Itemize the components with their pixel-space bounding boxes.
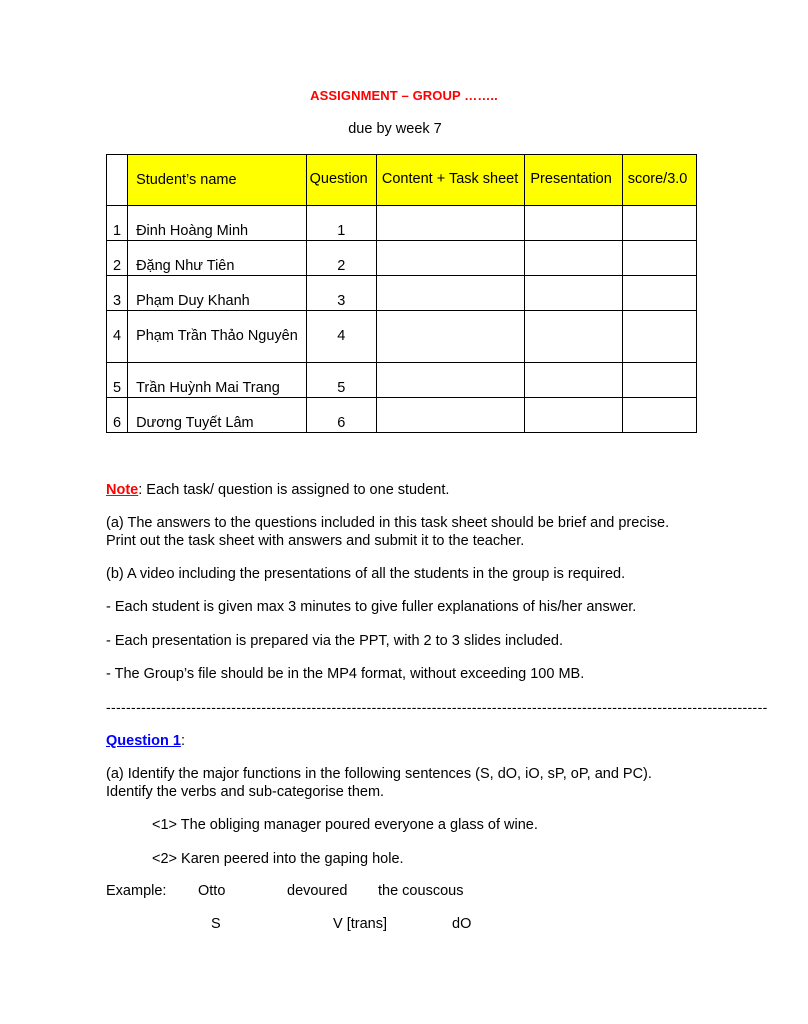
note-bullet-1: - Each student is given max 3 minutes to give fuller explanations of his/her answer. bbox=[106, 599, 637, 615]
row-presentation-cell bbox=[525, 363, 622, 398]
row-presentation-cell bbox=[525, 276, 622, 311]
assignment-title: ASSIGNMENT – GROUP …….. bbox=[310, 88, 498, 103]
row-student-name: Trần Huỳnh Mai Trang bbox=[128, 363, 307, 398]
question-1-heading bbox=[106, 732, 706, 750]
note-paragraph bbox=[106, 481, 706, 499]
row-num: 2 bbox=[107, 241, 128, 276]
row-question: 1 bbox=[306, 206, 376, 241]
row-content-cell bbox=[376, 311, 525, 363]
note-label: Note bbox=[106, 482, 139, 498]
row-presentation-cell bbox=[525, 398, 622, 433]
row-question: 5 bbox=[306, 363, 376, 398]
example-tag-1: S bbox=[211, 916, 221, 932]
row-content-cell bbox=[376, 398, 525, 433]
row-score-cell bbox=[622, 311, 696, 363]
example-word-3: the couscous bbox=[378, 883, 464, 899]
table-header-row bbox=[107, 155, 697, 206]
table-row bbox=[107, 311, 697, 363]
table-row bbox=[107, 276, 697, 311]
header-student-name: Student’s name bbox=[128, 155, 307, 206]
example-tag-3: dO bbox=[452, 916, 472, 932]
row-score-cell bbox=[622, 363, 696, 398]
note-bullet-2: - Each presentation is prepared via the PPT, with 2 to 3 slides included. bbox=[106, 633, 564, 649]
row-student-name: Đặng Như Tiên bbox=[128, 241, 307, 276]
question-1-colon: : bbox=[180, 733, 185, 749]
row-score-cell bbox=[622, 241, 696, 276]
row-num: 5 bbox=[107, 363, 128, 398]
row-num: 6 bbox=[107, 398, 128, 433]
example-word-2: devoured bbox=[287, 883, 348, 899]
sentence-1: <1> The obliging manager poured everyone a glass of wine. bbox=[152, 817, 538, 833]
header-content: Content + Task sheet bbox=[376, 155, 525, 206]
row-student-name: Đinh Hoàng Minh bbox=[128, 206, 307, 241]
row-presentation-cell bbox=[525, 241, 622, 276]
row-num: 1 bbox=[107, 206, 128, 241]
row-content-cell bbox=[376, 276, 525, 311]
table-row bbox=[107, 363, 697, 398]
question-1-a: (a) Identify the major functions in the following sentences (S, dO, iO, sP, oP, and PC). Identify the verbs and sub-categorise them. bbox=[106, 766, 652, 800]
header-presentation: Presentation bbox=[525, 155, 622, 206]
row-presentation-cell bbox=[525, 311, 622, 363]
header-num bbox=[107, 155, 128, 206]
table-row bbox=[107, 398, 697, 433]
header-score: score/3.0 bbox=[622, 155, 696, 206]
row-presentation-cell bbox=[525, 206, 622, 241]
row-score-cell bbox=[622, 206, 696, 241]
header-question: Question bbox=[306, 155, 376, 206]
example-tag-2: V [trans] bbox=[333, 916, 387, 932]
question-1-label: Question 1 bbox=[106, 733, 181, 749]
divider-line: ------------------------------------------------------------------------------------------------------------------------------------ bbox=[106, 699, 768, 715]
row-question: 3 bbox=[306, 276, 376, 311]
row-question: 6 bbox=[306, 398, 376, 433]
group-table bbox=[106, 154, 697, 433]
row-score-cell bbox=[622, 276, 696, 311]
row-question: 4 bbox=[306, 311, 376, 363]
sentence-2: <2> Karen peered into the gaping hole. bbox=[152, 851, 404, 867]
row-student-name: Phạm Duy Khanh bbox=[128, 276, 307, 311]
row-content-cell bbox=[376, 241, 525, 276]
note-bullet-3: - The Group’s file should be in the MP4 format, without exceeding 100 MB. bbox=[106, 666, 585, 682]
row-student-name: Phạm Trần Thảo Nguyên bbox=[128, 311, 307, 363]
row-content-cell bbox=[376, 363, 525, 398]
example-label: Example: bbox=[106, 883, 167, 899]
note-a: (a) The answers to the questions included in this task sheet should be brief and precise. Print out the task sheet with answers and submit it to the teacher. bbox=[106, 515, 670, 549]
row-question: 2 bbox=[306, 241, 376, 276]
table-row bbox=[107, 206, 697, 241]
table-row bbox=[107, 241, 697, 276]
row-score-cell bbox=[622, 398, 696, 433]
note-b: (b) A video including the presentations of all the students in the group is required. bbox=[106, 566, 626, 582]
row-content-cell bbox=[376, 206, 525, 241]
row-num: 3 bbox=[107, 276, 128, 311]
due-date: due by week 7 bbox=[348, 121, 442, 137]
note-text: : Each task/ question is assigned to one student. bbox=[138, 482, 450, 498]
row-num: 4 bbox=[107, 311, 128, 363]
row-student-name: Dương Tuyết Lâm bbox=[128, 398, 307, 433]
example-word-1: Otto bbox=[198, 883, 226, 899]
